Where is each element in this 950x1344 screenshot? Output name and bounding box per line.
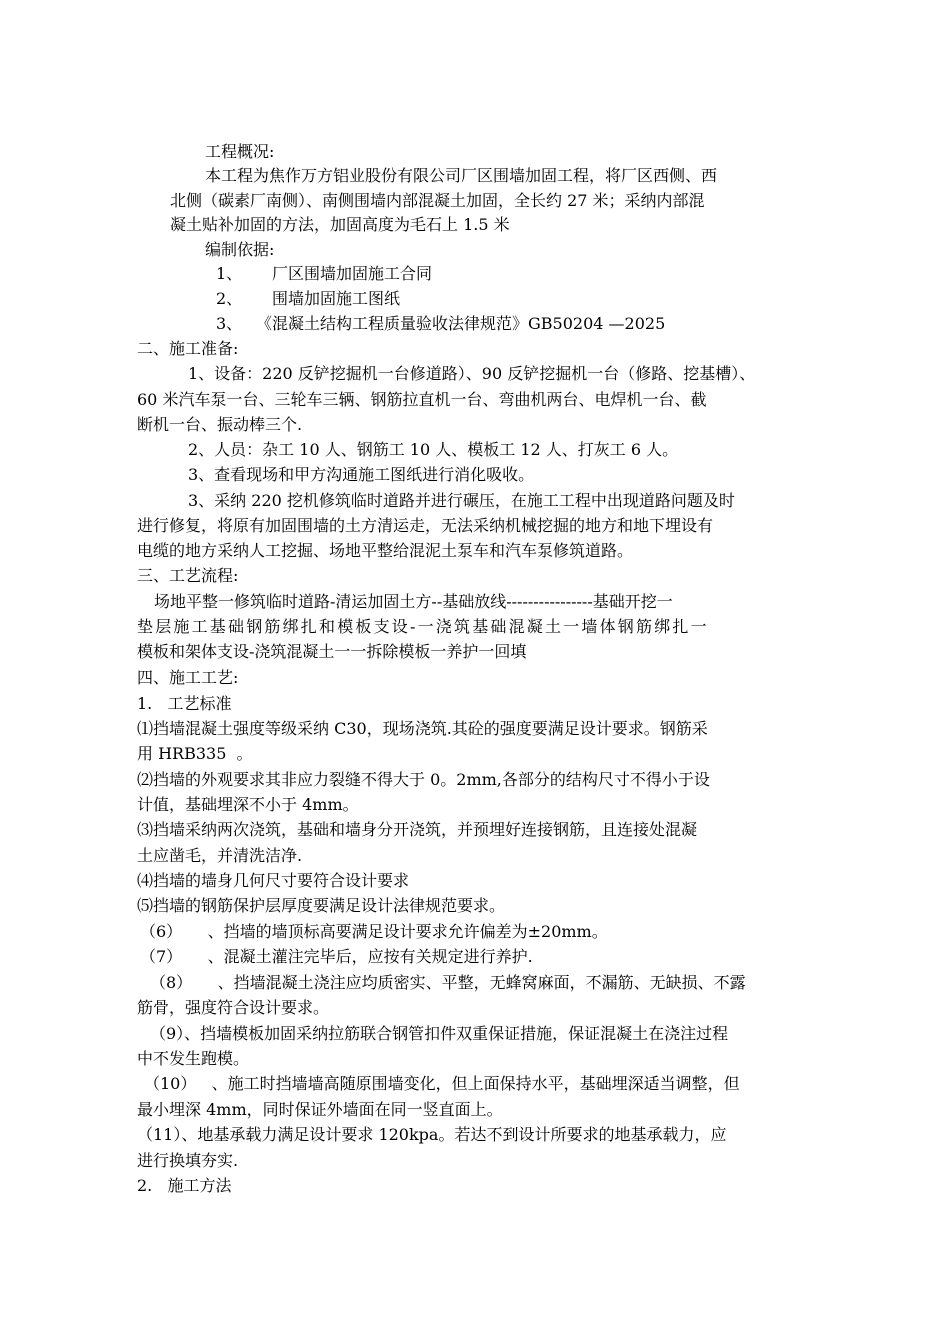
craft-heading: 四、施工工艺: <box>137 668 239 687</box>
prep-item-3: 3、查看现场和甲方沟通施工图纸进行消化吸收。 <box>188 465 535 484</box>
craft-item-9-line-1: （9）、挡墙模板加固采纳拉筋联合钢管扣件双重保证措施，保证混凝土在浇注过程 <box>150 1024 729 1043</box>
overview-heading: 工程概况: <box>205 142 275 161</box>
flow-line-3: 模板和架体支设-浇筑混凝土一一拆除模板一养护一回填 <box>137 642 527 661</box>
craft-item-7: （7） 、混凝土灌注完毕后，应按有关规定进行养护. <box>140 947 533 966</box>
craft-item-1-line-2: 用 HRB335 。 <box>137 744 253 763</box>
craft-item-1-line-1: ⑴挡墙混凝土强度等级采纳 C30，现场浇筑.其砼的强度要满足设计要求。钢筋采 <box>137 719 708 738</box>
craft-item-2-line-2: 计值，基础埋深不小于 4mm。 <box>137 795 359 814</box>
overview-para-line-3: 凝土贴补加固的方法，加固高度为毛石上 1.5 米 <box>170 215 510 234</box>
basis-item-1-num: 1、 <box>216 264 243 283</box>
basis-heading: 编制依据: <box>205 240 275 259</box>
prep-item-4-line-2: 进行修复，将原有加固围墙的土方清运走，无法采纳机械挖掘的地方和地下埋设有 <box>137 516 714 535</box>
prep-item-1-line-2: 60 米汽车泵一台、三轮车三辆、钢筋拉直机一台、弯曲机两台、电焊机一台、截 <box>137 390 707 409</box>
prep-heading: 二、施工准备: <box>137 339 239 358</box>
flow-heading: 三、工艺流程: <box>137 566 239 585</box>
craft-item-6: （6） 、挡墙的墙顶标高要满足设计要求允许偏差为±20mm。 <box>140 922 608 941</box>
craft-item-11-line-1: （11）、地基承载力满足设计要求 120kpa。若达不到设计所要求的地基承载力，应 <box>137 1125 727 1144</box>
craft-item-10-line-1: （10） 、施工时挡墙墙高随原围墙变化，但上面保持水平，基础埋深适当调整，但 <box>144 1074 740 1093</box>
craft-item-2-line-1: ⑵挡墙的外观要求其非应力裂缝不得大于 0。2mm,各部分的结构尺寸不得小于设 <box>137 770 710 789</box>
prep-item-4-line-1: 3、采纳 220 挖机修筑临时道路并进行碾压，在施工工程中出现道路问题及时 <box>188 491 735 510</box>
flow-line-2: 垫层施工基础钢筋绑扎和模板支设-一浇筑基础混凝土一墙体钢筋绑扎一 <box>137 617 709 636</box>
craft-sub-1: 1. 工艺标准 <box>137 694 232 713</box>
craft-item-10-line-2: 最小埋深 4mm，同时保证外墙面在同一竖直面上。 <box>137 1100 503 1119</box>
basis-item-3-text: 《混凝土结构工程质量验收法律规范》GB50204 —2025 <box>256 314 666 333</box>
prep-item-2: 2、人员：杂工 10 人、钢筋工 10 人、模板工 12 人、打灰工 6 人。 <box>188 440 679 459</box>
craft-item-4: ⑷挡墙的墙身几何尺寸要符合设计要求 <box>137 871 410 890</box>
craft-item-3-line-1: ⑶挡墙采纳两次浇筑，基础和墙身分开浇筑，并预埋好连接钢筋，且连接处混凝 <box>137 820 698 839</box>
craft-item-8-line-2: 筋骨，强度符合设计要求。 <box>137 998 330 1017</box>
craft-item-8-line-1: （8） 、挡墙混凝土浇注应均质密实、平整，无蜂窝麻面，不漏筋、无缺损、不露 <box>150 973 746 992</box>
basis-item-2-num: 2、 <box>216 289 243 308</box>
basis-item-1-text: 厂区围墙加固施工合同 <box>272 264 433 283</box>
flow-line-1: 场地平整一修筑临时道路-清运加固土方--基础放线----------------基础开挖一 <box>154 592 673 611</box>
craft-sub-2: 2. 施工方法 <box>137 1176 232 1195</box>
prep-item-1-line-1: 1、设备：220 反铲挖掘机一台修道路）、90 反铲挖掘机一台（修路、挖基槽）、 <box>188 364 756 383</box>
craft-item-5: ⑸挡墙的钢筋保护层厚度要满足设计法律规范要求。 <box>137 896 506 915</box>
overview-para-line-2: 北侧（碳素厂南侧）、南侧围墙内部混凝土加固，全长约 27 米；采纳内部混 <box>170 191 705 210</box>
basis-item-2-text: 围墙加固施工图纸 <box>272 289 401 308</box>
craft-item-11-line-2: 进行换填夯实. <box>137 1151 239 1170</box>
basis-item-3-num: 3、 <box>216 314 243 333</box>
craft-item-3-line-2: 土应凿毛，并清洗洁净. <box>137 846 303 865</box>
prep-item-4-line-3: 电缆的地方采纳人工挖掘、场地平整给混泥土泵车和汽车泵修筑道路。 <box>137 541 634 560</box>
craft-item-9-line-2: 中不发生跑模。 <box>137 1049 250 1068</box>
prep-item-1-line-3: 断机一台、振动棒三个. <box>137 415 303 434</box>
overview-para-line-1: 本工程为焦作万方铝业股份有限公司厂区围墙加固工程，将厂区西侧、西 <box>205 166 718 185</box>
